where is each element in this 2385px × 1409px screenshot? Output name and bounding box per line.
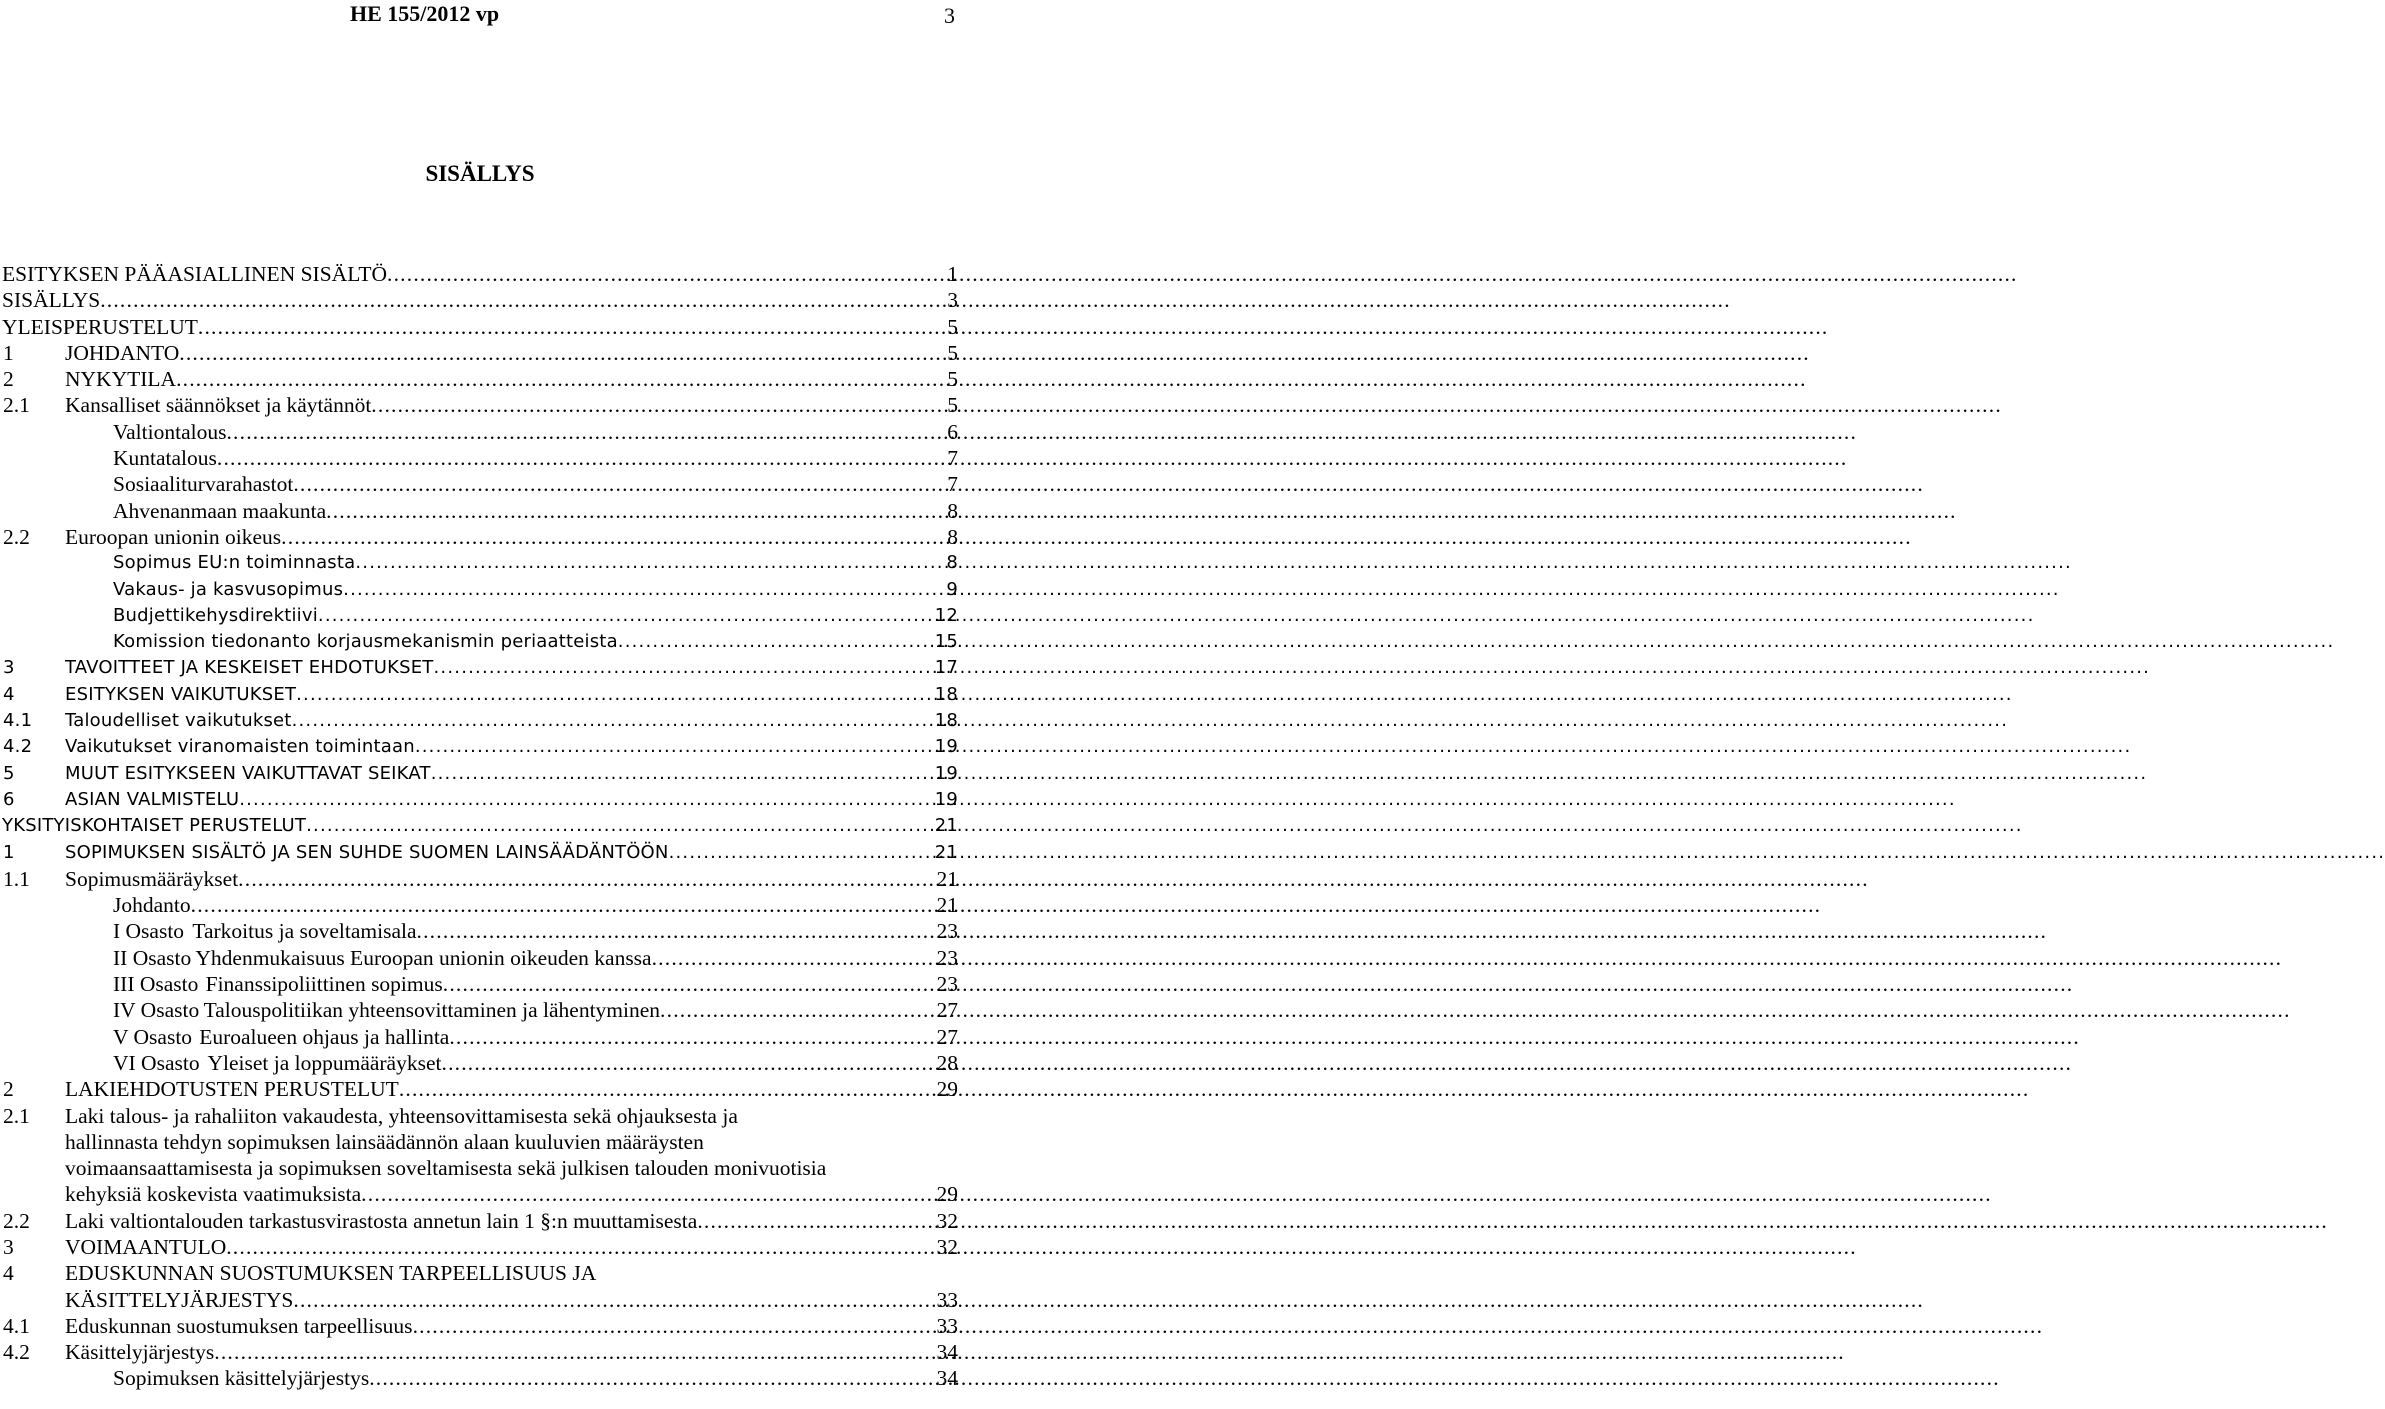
document-page — [0, 0, 960, 1409]
toc-entry-page: 9 — [946, 578, 958, 600]
toc-entry-title: KÄSITTELYJÄRJESTYS — [65, 1287, 294, 1312]
toc-entry[interactable] — [0, 1076, 958, 1102]
toc-entry-text-line: hallinnasta tehdyn sopimuksen lainsäädännön alaan kuuluvien määräysten — [65, 1129, 704, 1154]
toc-entry-page: 3 — [947, 288, 958, 313]
toc-entry[interactable] — [0, 366, 958, 392]
toc-entry-title: NYKYTILA — [65, 367, 177, 392]
toc-entry-title: VOIMAANTULO — [65, 1234, 227, 1259]
toc-entry-title: ESITYKSEN VAIKUTUKSET — [65, 683, 297, 705]
dot-leader — [176, 366, 945, 392]
toc-entry-title: MUUT ESITYKSEEN VAIKUTTAVAT SEIKAT — [65, 762, 431, 784]
toc-entry-page: 27 — [936, 1024, 958, 1049]
toc-entry[interactable] — [0, 445, 958, 471]
toc-entry-subtitle: Yleiset ja loppumääräykset — [207, 1050, 442, 1075]
toc-entry-page: 18 — [934, 683, 958, 705]
toc-entry-title: Kansalliset säännökset ja käytännöt — [65, 393, 372, 418]
toc-entry-page: 34 — [936, 1366, 958, 1391]
toc-entry-number: 1 — [3, 340, 14, 365]
toc-entry-page: 5 — [947, 393, 958, 418]
toc-entry[interactable] — [0, 419, 958, 445]
toc-entry[interactable] — [0, 577, 958, 603]
dot-leader — [326, 498, 945, 524]
toc-entry-subtitle: Euroalueen ohjaus ja hallinta — [199, 1024, 450, 1049]
toc-entry[interactable] — [0, 892, 958, 918]
toc-entry-page: 5 — [947, 340, 958, 365]
toc-entry-title: IV Osasto — [113, 998, 200, 1023]
toc-entry-page: 21 — [934, 841, 958, 863]
toc-entry-number: 4.1 — [3, 1313, 30, 1338]
dot-leader — [371, 392, 945, 418]
toc-entry[interactable] — [0, 471, 958, 497]
toc-entry-title: III Osasto — [113, 972, 199, 997]
toc-entry-title: Vakaus- ja kasvusopimus — [113, 578, 344, 600]
dot-leader — [226, 419, 945, 445]
toc-entry-title: Johdanto — [113, 893, 191, 918]
dot-leader — [652, 945, 935, 971]
toc-entry-title: Sopimus EU:n toiminnasta — [113, 552, 356, 574]
toc-entry-number: 2.2 — [3, 1208, 30, 1233]
dot-leader — [399, 1076, 935, 1102]
toc-entry-page: 12 — [934, 604, 958, 626]
toc-entry[interactable] — [0, 761, 958, 787]
toc-entry-page: 18 — [934, 710, 958, 732]
toc-entry[interactable] — [0, 261, 958, 287]
toc-entry-title: SISÄLLYS — [2, 288, 101, 313]
toc-entry-title: SOPIMUKSEN SISÄLTÖ JA SEN SUHDE SUOMEN LAINSÄÄDÄNTÖÖN — [65, 841, 669, 863]
table-of-contents — [0, 261, 958, 1392]
toc-entry-title: Valtiontalous — [113, 419, 227, 444]
toc-entry-text-line: EDUSKUNNAN SUOSTUMUKSEN TARPEELLISUUS JA — [65, 1261, 597, 1286]
toc-entry-page: 32 — [936, 1234, 958, 1259]
toc-entry-title: ESITYKSEN PÄÄASIALLINEN SISÄLTÖ — [2, 262, 388, 286]
toc-entry-title: kehyksiä koskevista vaatimuksista — [65, 1182, 362, 1207]
document-id: HE 155/2012 vp — [350, 1, 500, 26]
toc-entry[interactable] — [0, 1260, 958, 1313]
toc-entry-subtitle: Talouspolitiikan yhteensovittaminen ja lähentyminen — [203, 998, 661, 1023]
toc-entry-page: 19 — [934, 788, 958, 810]
toc-entry[interactable] — [0, 314, 958, 340]
dot-leader — [449, 1024, 934, 1050]
toc-entry-number: 1 — [3, 841, 15, 863]
toc-entry-page: 29 — [936, 1077, 958, 1102]
toc-entry[interactable] — [0, 498, 958, 524]
toc-entry[interactable] — [0, 866, 958, 892]
dot-leader — [293, 1287, 934, 1313]
dot-leader — [443, 971, 935, 997]
dot-leader — [669, 840, 933, 866]
toc-entry-title: II Osasto — [113, 945, 192, 970]
toc-entry-number: 3 — [3, 1234, 14, 1259]
toc-entry-title: YKSITYISKOHTAISET PERUSTELUT — [2, 815, 307, 837]
page-title: SISÄLLYS — [425, 161, 535, 186]
toc-entry-number: 2.1 — [3, 1103, 30, 1128]
toc-entry-text-line: voimaansaattamisesta ja sopimuksen soveltamisesta sekä julkisen talouden monivuotisia — [65, 1156, 827, 1181]
toc-entry-number: 2 — [3, 367, 14, 392]
toc-entry-page: 8 — [947, 498, 958, 523]
toc-entry-page: 27 — [936, 998, 958, 1023]
toc-entry-title: Budjettikehysdirektiivi — [113, 604, 318, 626]
toc-entry-page: 17 — [934, 657, 958, 679]
toc-entry-page: 21 — [936, 866, 958, 891]
toc-entry-number: 3 — [3, 657, 15, 679]
toc-entry-number: 4 — [3, 683, 15, 705]
dot-leader — [179, 340, 945, 366]
toc-entry-page: 5 — [947, 314, 958, 339]
toc-entry[interactable] — [0, 813, 958, 839]
toc-entry-number: 2.2 — [3, 524, 30, 549]
dot-leader — [238, 866, 934, 892]
toc-entry[interactable] — [0, 918, 958, 944]
toc-entry-text-line: Laki talous- ja rahaliiton vakaudesta, yhteensovittamisesta sekä ohjauksesta ja — [65, 1103, 738, 1128]
toc-entry-title: JOHDANTO — [65, 340, 180, 365]
toc-entry[interactable] — [0, 1234, 958, 1260]
toc-entry-title: ASIAN VALMISTELU — [65, 788, 240, 810]
toc-entry[interactable] — [0, 1024, 958, 1050]
toc-entry-number: 2.1 — [3, 393, 30, 418]
dot-leader — [434, 655, 933, 681]
dot-leader — [343, 577, 944, 603]
toc-entry-number: 4 — [3, 1261, 14, 1286]
toc-entry[interactable] — [0, 787, 958, 813]
dot-leader — [431, 761, 933, 787]
toc-entry[interactable] — [0, 1208, 958, 1234]
dot-leader — [100, 287, 945, 313]
dot-leader — [442, 1050, 935, 1076]
toc-entry-page: 23 — [936, 919, 958, 944]
toc-entry[interactable] — [0, 629, 958, 655]
toc-entry[interactable] — [0, 340, 958, 366]
dot-leader — [660, 997, 934, 1023]
toc-entry-page: 34 — [936, 1340, 958, 1365]
toc-entry-page: 23 — [936, 945, 958, 970]
toc-entry-title: Käsittelyjärjestys — [65, 1340, 215, 1365]
dot-leader — [318, 603, 933, 629]
toc-entry-title: Vaikutukset viranomaisten toimintaan — [65, 736, 415, 758]
toc-entry-title: Eduskunnan suostumuksen tarpeellisuus — [65, 1313, 413, 1338]
toc-entry[interactable] — [0, 524, 958, 550]
toc-entry[interactable] — [0, 392, 958, 418]
dot-leader — [361, 1181, 934, 1207]
toc-entry-title: Kuntatalous — [113, 446, 217, 471]
toc-entry[interactable] — [0, 655, 958, 681]
toc-entry[interactable] — [0, 1103, 958, 1208]
dot-leader — [214, 1339, 934, 1365]
toc-entry-page: 32 — [936, 1208, 958, 1233]
toc-entry-page: 5 — [947, 367, 958, 392]
toc-entry-page: 23 — [936, 972, 958, 997]
toc-entry-number: 4.2 — [3, 1340, 30, 1365]
toc-entry-title: TAVOITTEET JA KESKEISET EHDOTUKSET — [65, 657, 434, 679]
dot-leader — [217, 445, 945, 471]
page-header — [350, 0, 955, 30]
toc-entry-number: 2 — [3, 1077, 14, 1102]
dot-leader — [355, 550, 944, 576]
toc-entry-page: 15 — [934, 631, 958, 653]
toc-entry[interactable] — [0, 734, 958, 760]
dot-leader — [281, 524, 945, 550]
toc-entry[interactable] — [0, 997, 958, 1023]
toc-entry-number: 1.1 — [3, 866, 30, 891]
toc-entry-title: Laki valtiontalouden tarkastusvirastosta annetun lain 1 §:n muuttamisesta — [65, 1208, 698, 1233]
dot-leader — [292, 708, 933, 734]
toc-entry-page: 29 — [936, 1182, 958, 1207]
toc-entry-page: 7 — [947, 446, 958, 471]
dot-leader — [369, 1365, 934, 1391]
dot-leader — [387, 261, 945, 287]
toc-entry[interactable] — [0, 1339, 958, 1365]
toc-entry-title: I Osasto — [113, 919, 185, 944]
toc-entry-title: Sopimusmääräykset — [65, 866, 239, 891]
toc-entry-title: Euroopan unionin oikeus — [65, 524, 282, 549]
toc-entry[interactable] — [0, 682, 958, 708]
toc-entry[interactable] — [0, 1313, 958, 1339]
toc-entry-page: 28 — [936, 1050, 958, 1075]
dot-leader — [239, 787, 932, 813]
toc-entry-page: 33 — [936, 1287, 958, 1312]
toc-entry-subtitle: Tarkoitus ja soveltamisala — [192, 919, 417, 944]
toc-entry-number: 4.2 — [3, 736, 33, 758]
toc-entry-title: VI Osasto — [113, 1050, 200, 1075]
toc-entry-page: 6 — [947, 419, 958, 444]
toc-entry-page: 19 — [934, 762, 958, 784]
toc-entry-page: 7 — [947, 472, 958, 497]
toc-entry-title: V Osasto — [113, 1024, 193, 1049]
toc-entry-page: 21 — [936, 893, 958, 918]
toc-entry[interactable] — [0, 840, 958, 866]
dot-leader — [618, 629, 933, 655]
toc-entry[interactable] — [0, 1365, 958, 1391]
toc-entry[interactable] — [0, 945, 958, 971]
dot-leader — [293, 471, 945, 497]
dot-leader — [191, 892, 935, 918]
dot-leader — [226, 1234, 934, 1260]
toc-entry-subtitle: Finanssipoliittinen sopimus — [205, 972, 443, 997]
dot-leader — [198, 314, 945, 340]
toc-entry[interactable] — [0, 1050, 958, 1076]
toc-entry-title: Sosiaaliturvarahastot — [113, 472, 294, 497]
toc-entry[interactable] — [0, 287, 958, 313]
dot-leader — [415, 734, 933, 760]
toc-entry-title: Taloudelliset vaikutukset — [65, 710, 292, 732]
toc-entry-subtitle: Yhdenmukaisuus Euroopan unionin oikeuden kanssa — [195, 945, 652, 970]
dot-leader — [306, 813, 933, 839]
toc-entry-number: 5 — [3, 762, 15, 784]
toc-entry-page: 33 — [936, 1313, 958, 1338]
toc-entry-title: Ahvenanmaan maakunta — [113, 498, 327, 523]
toc-entry-page: 8 — [946, 552, 958, 574]
page-number: 3 — [944, 3, 955, 28]
dot-leader — [697, 1208, 934, 1234]
toc-entry-number: 6 — [3, 788, 15, 810]
toc-entry-title: LAKIEHDOTUSTEN PERUSTELUT — [65, 1077, 399, 1102]
toc-entry-page: 21 — [934, 815, 958, 837]
toc-entry-number: 4.1 — [3, 710, 33, 732]
toc-entry[interactable] — [0, 550, 958, 576]
dot-leader — [417, 918, 935, 944]
toc-entry-title: Sopimuksen käsittelyjärjestys — [113, 1366, 370, 1391]
toc-entry[interactable] — [0, 971, 958, 997]
toc-entry-title: Komission tiedonanto korjausmekanismin periaatteista — [113, 631, 618, 653]
toc-entry-page: 8 — [947, 524, 958, 549]
toc-entry[interactable] — [0, 603, 958, 629]
toc-entry-title: YLEISPERUSTELUT — [2, 314, 198, 339]
dot-leader — [413, 1313, 935, 1339]
dot-leader — [296, 682, 933, 708]
toc-entry-page: 1 — [947, 262, 958, 286]
toc-entry-page: 19 — [934, 736, 958, 758]
toc-entry[interactable] — [0, 708, 958, 734]
